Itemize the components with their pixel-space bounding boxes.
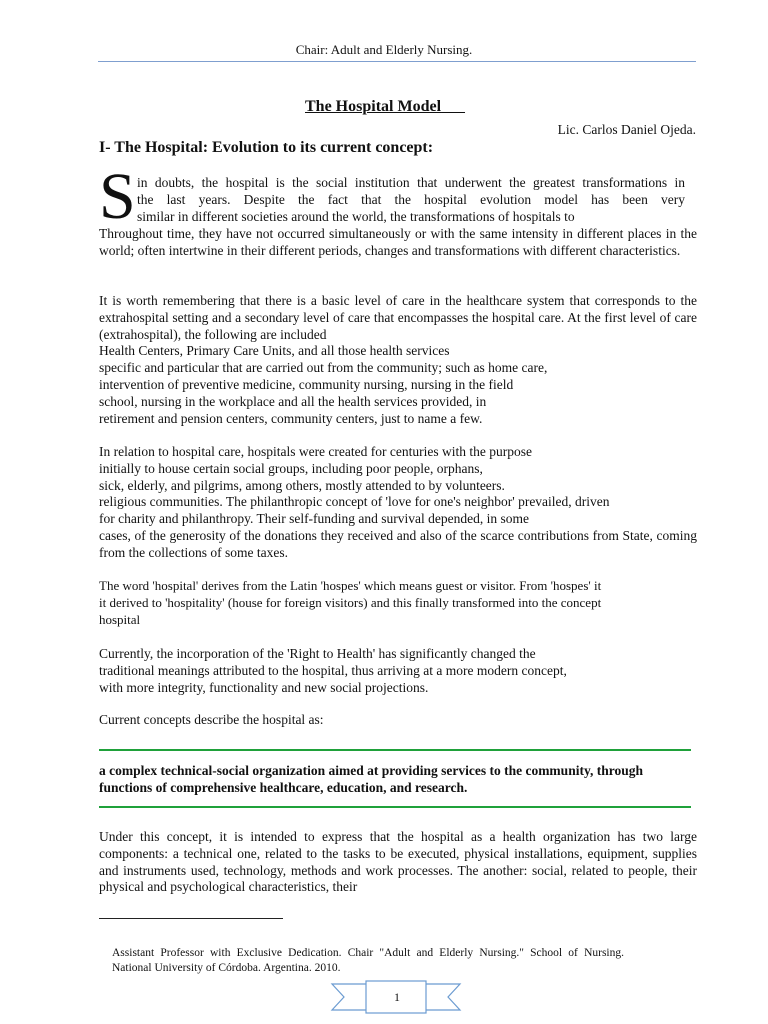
paragraph-tail: cases, of the generosity of the donations they received and also of the scarce contributions from State, coming from the collections of some taxes.: [99, 527, 697, 560]
text-line: Health Centers, Primary Care Units, and all those health services: [99, 343, 450, 359]
paragraph-etymology: [99, 578, 697, 628]
paragraph-lead: It is worth remembering that there is a basic level of care in the healthcare system that corresponds to the extrahospital setting and a secondary level of care that encompasses the hospital care. At the first level of care (extrahospital), the following are included: [99, 293, 697, 342]
text-line: specific and particular that are carried out from the community; such as home care,: [99, 360, 548, 376]
footnote: Assistant Professor with Exclusive Dedication. Chair "Adult and Elderly Nursing." School of Nursing. National University of Córdoba. Argentina. 2010.: [112, 946, 624, 974]
ribbon-right-tail: [422, 984, 460, 1010]
document-title-text: The Hospital Model: [305, 98, 442, 115]
text-line: In relation to hospital care, hospitals were created for centuries with the purpose: [99, 444, 532, 459]
text-line: initially to house certain social groups, including poor people, orphans,: [99, 460, 483, 476]
intro-indented: [137, 175, 685, 225]
text-line: retirement and pension centers, community centers, just to name a few.: [99, 410, 483, 426]
paragraph-components: Under this concept, it is intended to express that the hospital as a health organization has two large components: a technical one, related to the tasks to be executed, physical installations, equipment, supplies and instruments used, technology, methods and work processes. The another: social, related to people, their physical and psychological characteristics, their: [99, 829, 697, 895]
hospital-definition: a complex technical-social organization aimed at providing services to the community, through functions of comprehensive healthcare, education, and research.: [99, 763, 643, 795]
text-line: intervention of preventive medicine, community nursing, nursing in the field: [99, 376, 514, 392]
text-line: in doubts, the hospital is the social institution that underwent the greatest transformations in: [137, 175, 685, 190]
text-line: The word 'hospital' derives from the Latin 'hospes' which means guest or visitor. From 'hospes' it: [99, 578, 602, 593]
paragraph-right-to-health: [99, 646, 697, 696]
footnote-separator: [99, 918, 283, 919]
text-line: hospital: [99, 611, 141, 627]
text-line: the last years. Despite the fact that the hospital evolution model has been very: [137, 191, 685, 207]
paragraph-current-concepts: Current concepts describe the hospital as:: [99, 712, 324, 727]
paragraph-levels-of-care: [99, 293, 697, 427]
running-header: Chair: Adult and Elderly Nursing.: [295, 42, 473, 57]
definition-bottom-rule: [99, 806, 691, 808]
text-line: religious communities. The philanthropic concept of 'love for one's neighbor' prevailed, driven: [99, 494, 610, 510]
document-title: [305, 98, 465, 116]
text-line: sick, elderly, and pilgrims, among others, mostly attended to by volunteers.: [99, 477, 505, 493]
intro-paragraph-rest: Throughout time, they have not occurred simultaneously or with the same intensity in different places in the world; often intertwine in their different periods, changes and transformations with different characteristics.: [99, 226, 697, 258]
header-divider: [98, 61, 696, 62]
ribbon-left-tail: [332, 984, 370, 1010]
text-line: school, nursing in the workplace and all the health services provided, in: [99, 393, 487, 409]
text-line: similar in different societies around the world, the transformations of hospitals to: [137, 208, 575, 224]
text-line: it derived to 'hospitality' (house for foreign visitors) and this finally transformed into the concept: [99, 594, 602, 610]
page-number: 1: [394, 990, 400, 1004]
paragraph-hospital-history: [99, 444, 697, 562]
text-line: with more integrity, functionality and new social projections.: [99, 679, 429, 695]
definition-top-rule: [99, 749, 691, 751]
author-name: Lic. Carlos Daniel Ojeda.: [557, 122, 696, 137]
text-line: for charity and philanthropy. Their self-funding and survival depended, in some: [99, 511, 530, 527]
text-line: traditional meanings attributed to the hospital, thus arriving at a more modern concept,: [99, 662, 567, 678]
section-heading: I- The Hospital: Evolution to its current concept:: [99, 139, 434, 156]
text-line: Currently, the incorporation of the 'Right to Health' has significantly changed the: [99, 646, 536, 661]
drop-cap: S: [99, 160, 136, 233]
